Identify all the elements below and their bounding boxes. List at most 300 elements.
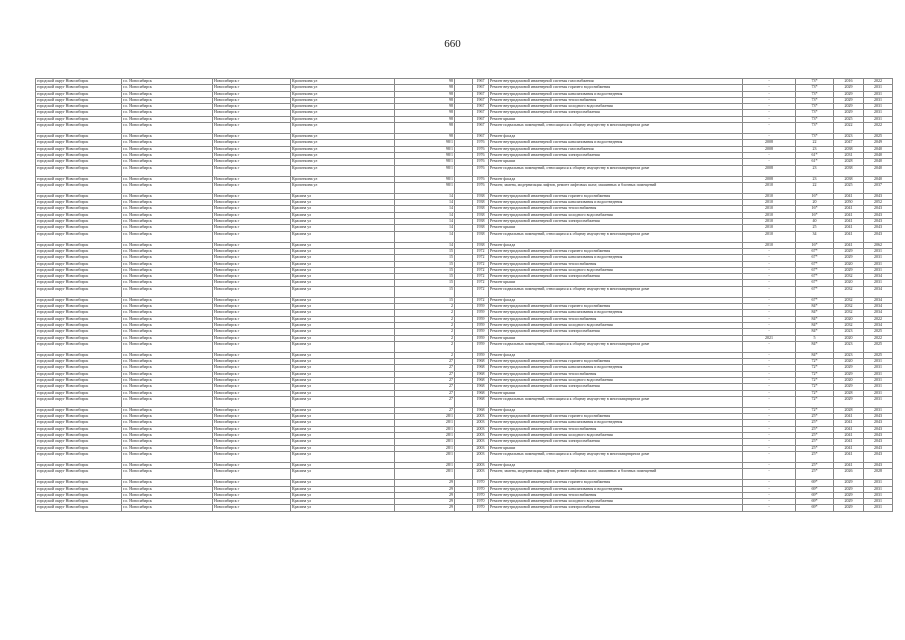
work-type-cell: Ремонт подвальных помещений, относящихся к общему имуществу в многоквартирном доме bbox=[489, 231, 743, 242]
plan-end-year-cell: 2037 bbox=[864, 182, 893, 193]
wear-percent-cell: 69* bbox=[796, 480, 834, 486]
locality-cell: Новосибирск г bbox=[213, 297, 291, 303]
wear-percent-cell: 72* bbox=[796, 377, 834, 383]
plan-end-year-cell: 2022 bbox=[864, 79, 893, 85]
plan-start-year-cell: 2047 bbox=[834, 140, 864, 146]
last-repair-year-cell: - bbox=[743, 123, 796, 134]
locality-cell: Новосибирск г bbox=[213, 439, 291, 445]
street-cell: Красина ул bbox=[291, 225, 395, 231]
work-type-cell: Ремонт внутридомовой инженерной системы канализования и водоотведения bbox=[489, 91, 743, 97]
work-type-cell: Ремонт внутридомовой инженерной системы холодного водоснабжения bbox=[489, 322, 743, 328]
plan-end-year-cell: 2043 bbox=[864, 231, 893, 242]
last-repair-year-cell: - bbox=[743, 310, 796, 316]
street-cell: Красина ул bbox=[291, 451, 395, 462]
settlement-cell: г.о. Новосибирск bbox=[122, 165, 213, 176]
work-type-cell: Ремонт внутридомовой инженерной системы холодного водоснабжения bbox=[489, 104, 743, 110]
last-repair-year-cell: - bbox=[743, 377, 796, 383]
plan-end-year-cell: 2031 bbox=[864, 116, 893, 122]
plan-end-year-cell: 2031 bbox=[864, 110, 893, 116]
work-type-cell: Ремонт внутридомовой инженерной системы электроснабжения bbox=[489, 439, 743, 445]
street-cell: Кропоткина ул bbox=[291, 85, 395, 91]
locality-cell: Новосибирск г bbox=[213, 322, 291, 328]
plan-end-year-cell: 2043 bbox=[864, 445, 893, 451]
building-cell bbox=[455, 396, 473, 407]
house-number-cell: 14 bbox=[395, 225, 455, 231]
settlement-cell: г.о. Новосибирск bbox=[122, 206, 213, 212]
municipality-cell: городской округ Новосибирск bbox=[36, 407, 122, 413]
work-type-cell: Ремонт крыши bbox=[489, 225, 743, 231]
locality-cell: Новосибирск г bbox=[213, 242, 291, 248]
street-cell: Кропоткина ул bbox=[291, 165, 395, 176]
settlement-cell: г.о. Новосибирск bbox=[122, 286, 213, 297]
locality-cell: Новосибирск г bbox=[213, 407, 291, 413]
last-repair-year-cell: - bbox=[743, 426, 796, 432]
wear-percent-cell: 25* bbox=[796, 433, 834, 439]
house-number-cell: 27 bbox=[395, 396, 455, 407]
street-cell: Красина ул bbox=[291, 255, 395, 261]
plan-start-year-cell: 2020 bbox=[834, 316, 864, 322]
plan-start-year-cell: 2041 bbox=[834, 451, 864, 462]
plan-end-year-cell: 2031 bbox=[864, 407, 893, 413]
settlement-cell: г.о. Новосибирск bbox=[122, 352, 213, 358]
work-type-cell: Ремонт внутридомовой инженерной системы газоснабжения bbox=[489, 79, 743, 85]
street-cell: Красина ул bbox=[291, 359, 395, 365]
house-number-cell: 29 bbox=[395, 486, 455, 492]
locality-cell: Новосибирск г bbox=[213, 85, 291, 91]
street-cell: Кропоткина ул bbox=[291, 110, 395, 116]
last-repair-year-cell: - bbox=[743, 322, 796, 328]
year-built-cell: 1959 bbox=[473, 304, 489, 310]
municipality-cell: городской округ Новосибирск bbox=[36, 116, 122, 122]
wear-percent-cell: 23 bbox=[796, 165, 834, 176]
last-repair-year-cell: 2008 bbox=[743, 146, 796, 152]
last-repair-year-cell: - bbox=[743, 248, 796, 254]
locality-cell: Новосибирск г bbox=[213, 480, 291, 486]
work-type-cell: Ремонт внутридомовой инженерной системы теплоснабжения bbox=[489, 492, 743, 498]
wear-percent-cell: 22 bbox=[796, 182, 834, 193]
settlement-cell: г.о. Новосибирск bbox=[122, 433, 213, 439]
plan-end-year-cell: 2031 bbox=[864, 492, 893, 498]
plan-end-year-cell: 2031 bbox=[864, 359, 893, 365]
settlement-cell: г.о. Новосибирск bbox=[122, 280, 213, 286]
last-repair-year-cell: - bbox=[743, 91, 796, 97]
settlement-cell: г.о. Новосибирск bbox=[122, 123, 213, 134]
locality-cell: Новосибирск г bbox=[213, 267, 291, 273]
plan-end-year-cell: 2031 bbox=[864, 91, 893, 97]
wear-percent-cell: 73* bbox=[796, 79, 834, 85]
year-built-cell: 2003 bbox=[473, 451, 489, 462]
plan-start-year-cell: 2029 bbox=[834, 255, 864, 261]
wear-percent-cell: 73* bbox=[796, 110, 834, 116]
locality-cell: Новосибирск г bbox=[213, 451, 291, 462]
settlement-cell: г.о. Новосибирск bbox=[122, 79, 213, 85]
locality-cell: Новосибирск г bbox=[213, 146, 291, 152]
municipality-cell: городской округ Новосибирск bbox=[36, 352, 122, 358]
year-built-cell: 1967 bbox=[473, 91, 489, 97]
plan-start-year-cell: 2029 bbox=[834, 396, 864, 407]
street-cell: Красина ул bbox=[291, 286, 395, 297]
municipality-cell: городской округ Новосибирск bbox=[36, 377, 122, 383]
street-cell: Кропоткина ул bbox=[291, 140, 395, 146]
plan-start-year-cell: 2032 bbox=[834, 286, 864, 297]
table-row bbox=[36, 231, 893, 242]
year-built-cell: 1972 bbox=[473, 286, 489, 297]
house-number-cell: 15 bbox=[395, 267, 455, 273]
plan-start-year-cell: 2032 bbox=[834, 297, 864, 303]
house-number-cell: 98 bbox=[395, 91, 455, 97]
plan-end-year-cell: 2043 bbox=[864, 206, 893, 212]
house-number-cell: 29 bbox=[395, 492, 455, 498]
year-built-cell: 1970 bbox=[473, 499, 489, 505]
municipality-cell: городской округ Новосибирск bbox=[36, 280, 122, 286]
plan-end-year-cell: 2031 bbox=[864, 248, 893, 254]
work-type-cell: Ремонт крыши bbox=[489, 159, 743, 165]
year-built-cell: 1968 bbox=[473, 396, 489, 407]
municipality-cell: городской округ Новосибирск bbox=[36, 91, 122, 97]
municipality-cell: городской округ Новосибирск bbox=[36, 310, 122, 316]
last-repair-year-cell: - bbox=[743, 352, 796, 358]
wear-percent-cell: 69* bbox=[796, 505, 834, 511]
municipality-cell: городской округ Новосибирск bbox=[36, 371, 122, 377]
last-repair-year-cell: - bbox=[743, 414, 796, 420]
wear-percent-cell: 84* bbox=[796, 304, 834, 310]
year-built-cell: 1972 bbox=[473, 261, 489, 267]
municipality-cell: городской округ Новосибирск bbox=[36, 445, 122, 451]
last-repair-year-cell: - bbox=[743, 85, 796, 91]
house-number-cell: 2 bbox=[395, 335, 455, 341]
locality-cell: Новосибирск г bbox=[213, 414, 291, 420]
settlement-cell: г.о. Новосибирск bbox=[122, 377, 213, 383]
work-type-cell: Ремонт крыши bbox=[489, 116, 743, 122]
last-repair-year-cell: - bbox=[743, 110, 796, 116]
work-type-cell: Ремонт внутридомовой инженерной системы холодного водоснабжения bbox=[489, 377, 743, 383]
locality-cell: Новосибирск г bbox=[213, 384, 291, 390]
wear-percent-cell: 73* bbox=[796, 85, 834, 91]
plan-end-year-cell: 2031 bbox=[864, 365, 893, 371]
wear-percent-cell: 72* bbox=[796, 396, 834, 407]
house-number-cell: 14 bbox=[395, 242, 455, 248]
plan-end-year-cell: 2040 bbox=[864, 165, 893, 176]
locality-cell: Новосибирск г bbox=[213, 329, 291, 335]
work-type-cell: Ремонт внутридомовой инженерной системы горячего водоснабжения bbox=[489, 359, 743, 365]
building-cell bbox=[455, 341, 473, 352]
plan-start-year-cell: 2029 bbox=[834, 371, 864, 377]
house-number-cell: 98/1 bbox=[395, 140, 455, 146]
plan-start-year-cell: 2025 bbox=[834, 116, 864, 122]
street-cell: Красина ул bbox=[291, 206, 395, 212]
street-cell: Кропоткина ул bbox=[291, 104, 395, 110]
wear-percent-cell: 16* bbox=[796, 212, 834, 218]
wear-percent-cell: 25* bbox=[796, 439, 834, 445]
settlement-cell: г.о. Новосибирск bbox=[122, 341, 213, 352]
plan-start-year-cell: 2041 bbox=[834, 433, 864, 439]
last-repair-year-cell: - bbox=[743, 492, 796, 498]
wear-percent-cell: 73* bbox=[796, 134, 834, 140]
year-built-cell: 2003 bbox=[473, 439, 489, 445]
last-repair-year-cell: - bbox=[743, 152, 796, 158]
work-type-cell: Ремонт внутридомовой инженерной системы газоснабжения bbox=[489, 146, 743, 152]
last-repair-year-cell: - bbox=[743, 384, 796, 390]
work-type-cell: Ремонт фасада bbox=[489, 242, 743, 248]
wear-percent-cell: 69* bbox=[796, 492, 834, 498]
plan-end-year-cell: 2031 bbox=[864, 104, 893, 110]
plan-end-year-cell: 2043 bbox=[864, 426, 893, 432]
last-repair-year-cell: - bbox=[743, 469, 796, 480]
locality-cell: Новосибирск г bbox=[213, 433, 291, 439]
plan-start-year-cell: 2020 bbox=[834, 261, 864, 267]
house-number-cell: 27 bbox=[395, 377, 455, 383]
work-type-cell: Ремонт внутридомовой инженерной системы канализования и водоотведения bbox=[489, 200, 743, 206]
house-number-cell: 28/1 bbox=[395, 414, 455, 420]
house-number-cell: 98 bbox=[395, 85, 455, 91]
plan-end-year-cell: 2031 bbox=[864, 505, 893, 511]
wear-percent-cell: 23 bbox=[796, 146, 834, 152]
municipality-cell: городской округ Новосибирск bbox=[36, 261, 122, 267]
street-cell: Красина ул bbox=[291, 420, 395, 426]
table-row bbox=[36, 341, 893, 352]
plan-start-year-cell: 2020 bbox=[834, 335, 864, 341]
locality-cell: Новосибирск г bbox=[213, 390, 291, 396]
last-repair-year-cell: - bbox=[743, 407, 796, 413]
house-number-cell: 28/1 bbox=[395, 439, 455, 445]
house-number-cell: 28/1 bbox=[395, 445, 455, 451]
street-cell: Красина ул bbox=[291, 329, 395, 335]
street-cell: Красина ул bbox=[291, 371, 395, 377]
plan-start-year-cell: 2020 bbox=[834, 280, 864, 286]
work-type-cell: Ремонт крыши bbox=[489, 445, 743, 451]
settlement-cell: г.о. Новосибирск bbox=[122, 310, 213, 316]
street-cell: Красина ул bbox=[291, 261, 395, 267]
municipality-cell: городской округ Новосибирск bbox=[36, 225, 122, 231]
municipality-cell: городской округ Новосибирск bbox=[36, 451, 122, 462]
house-number-cell: 27 bbox=[395, 407, 455, 413]
house-number-cell: 28/1 bbox=[395, 462, 455, 468]
locality-cell: Новосибирск г bbox=[213, 274, 291, 280]
year-built-cell: 1976 bbox=[473, 159, 489, 165]
year-built-cell: 1972 bbox=[473, 267, 489, 273]
wear-percent-cell: 25* bbox=[796, 469, 834, 480]
table-row bbox=[36, 396, 893, 407]
year-built-cell: 1972 bbox=[473, 274, 489, 280]
locality-cell: Новосибирск г bbox=[213, 231, 291, 242]
plan-end-year-cell: 2031 bbox=[864, 377, 893, 383]
last-repair-year-cell: - bbox=[743, 390, 796, 396]
municipality-cell: городской округ Новосибирск bbox=[36, 505, 122, 511]
plan-end-year-cell: 2031 bbox=[864, 480, 893, 486]
year-built-cell: 1967 bbox=[473, 79, 489, 85]
plan-start-year-cell: 2050 bbox=[834, 200, 864, 206]
year-built-cell: 2003 bbox=[473, 445, 489, 451]
plan-end-year-cell: 2034 bbox=[864, 304, 893, 310]
house-number-cell: 98 bbox=[395, 97, 455, 103]
year-built-cell: 1970 bbox=[473, 486, 489, 492]
work-type-cell: Ремонт внутридомовой инженерной системы теплоснабжения bbox=[489, 261, 743, 267]
wear-percent-cell: 61* bbox=[796, 159, 834, 165]
street-cell: Красина ул bbox=[291, 242, 395, 248]
last-repair-year-cell: 2010 bbox=[743, 206, 796, 212]
street-cell: Кропоткина ул bbox=[291, 91, 395, 97]
street-cell: Красина ул bbox=[291, 414, 395, 420]
work-type-cell: Ремонт фасада bbox=[489, 176, 743, 182]
locality-cell: Новосибирск г bbox=[213, 116, 291, 122]
settlement-cell: г.о. Новосибирск bbox=[122, 110, 213, 116]
house-number-cell: 98 bbox=[395, 110, 455, 116]
settlement-cell: г.о. Новосибирск bbox=[122, 371, 213, 377]
work-type-cell: Ремонт внутридомовой инженерной системы электроснабжения bbox=[489, 329, 743, 335]
municipality-cell: городской округ Новосибирск bbox=[36, 97, 122, 103]
year-built-cell: 1967 bbox=[473, 134, 489, 140]
plan-end-year-cell: 2043 bbox=[864, 420, 893, 426]
year-built-cell: 2003 bbox=[473, 433, 489, 439]
street-cell: Красина ул bbox=[291, 390, 395, 396]
work-type-cell: Ремонт внутридомовой инженерной системы канализования и водоотведения bbox=[489, 365, 743, 371]
settlement-cell: г.о. Новосибирск bbox=[122, 486, 213, 492]
municipality-cell: городской округ Новосибирск bbox=[36, 193, 122, 199]
locality-cell: Новосибирск г bbox=[213, 420, 291, 426]
settlement-cell: г.о. Новосибирск bbox=[122, 384, 213, 390]
plan-start-year-cell: 2041 bbox=[834, 462, 864, 468]
street-cell: Красина ул bbox=[291, 193, 395, 199]
street-cell: Красина ул bbox=[291, 274, 395, 280]
house-number-cell: 98 bbox=[395, 123, 455, 134]
plan-start-year-cell: 2029 bbox=[834, 110, 864, 116]
year-built-cell: 1959 bbox=[473, 335, 489, 341]
wear-percent-cell: 25* bbox=[796, 462, 834, 468]
wear-percent-cell: 67* bbox=[796, 248, 834, 254]
plan-end-year-cell: 2028 bbox=[864, 469, 893, 480]
plan-end-year-cell: 2031 bbox=[864, 390, 893, 396]
wear-percent-cell: 72* bbox=[796, 365, 834, 371]
street-cell: Красина ул bbox=[291, 248, 395, 254]
wear-percent-cell: 25 bbox=[796, 225, 834, 231]
locality-cell: Новосибирск г bbox=[213, 377, 291, 383]
plan-start-year-cell: 2041 bbox=[834, 231, 864, 242]
house-number-cell: 15 bbox=[395, 297, 455, 303]
plan-end-year-cell: 2031 bbox=[864, 255, 893, 261]
house-number-cell: 2 bbox=[395, 329, 455, 335]
municipality-cell: городской округ Новосибирск bbox=[36, 335, 122, 341]
plan-start-year-cell: 2041 bbox=[834, 426, 864, 432]
settlement-cell: г.о. Новосибирск bbox=[122, 267, 213, 273]
locality-cell: Новосибирск г bbox=[213, 255, 291, 261]
municipality-cell: городской округ Новосибирск bbox=[36, 200, 122, 206]
year-built-cell: 1938 bbox=[473, 225, 489, 231]
plan-end-year-cell: 2062 bbox=[864, 242, 893, 248]
house-number-cell: 27 bbox=[395, 365, 455, 371]
locality-cell: Новосибирск г bbox=[213, 310, 291, 316]
plan-start-year-cell: 2029 bbox=[834, 97, 864, 103]
plan-end-year-cell: 2034 bbox=[864, 297, 893, 303]
municipality-cell: городской округ Новосибирск bbox=[36, 384, 122, 390]
year-built-cell: 1938 bbox=[473, 193, 489, 199]
plan-start-year-cell: 2038 bbox=[834, 176, 864, 182]
year-built-cell: 1968 bbox=[473, 365, 489, 371]
plan-start-year-cell: 2031 bbox=[834, 152, 864, 158]
settlement-cell: г.о. Новосибирск bbox=[122, 85, 213, 91]
year-built-cell: 1976 bbox=[473, 182, 489, 193]
plan-end-year-cell: 2034 bbox=[864, 286, 893, 297]
plan-end-year-cell: 2043 bbox=[864, 225, 893, 231]
house-number-cell: 98 bbox=[395, 116, 455, 122]
year-built-cell: 2003 bbox=[473, 469, 489, 480]
wear-percent-cell: 25* bbox=[796, 451, 834, 462]
year-built-cell: 1968 bbox=[473, 384, 489, 390]
building-cell bbox=[455, 469, 473, 480]
plan-start-year-cell: 2041 bbox=[834, 219, 864, 225]
building-cell bbox=[455, 165, 473, 176]
plan-start-year-cell: 2041 bbox=[834, 242, 864, 248]
table-row bbox=[36, 451, 893, 462]
last-repair-year-cell: - bbox=[743, 104, 796, 110]
plan-end-year-cell: 2040 bbox=[864, 152, 893, 158]
wear-percent-cell: 16* bbox=[796, 242, 834, 248]
house-number-cell: 2 bbox=[395, 322, 455, 328]
house-number-cell: 29 bbox=[395, 505, 455, 511]
plan-start-year-cell: 2038 bbox=[834, 146, 864, 152]
plan-end-year-cell: 2040 bbox=[864, 146, 893, 152]
wear-percent-cell: 69* bbox=[796, 499, 834, 505]
year-built-cell: 1959 bbox=[473, 316, 489, 322]
wear-percent-cell: 34 bbox=[796, 231, 834, 242]
plan-start-year-cell: 2029 bbox=[834, 85, 864, 91]
plan-end-year-cell: 2034 bbox=[864, 322, 893, 328]
street-cell: Красина ул bbox=[291, 212, 395, 218]
last-repair-year-cell: - bbox=[743, 439, 796, 445]
work-type-cell: Ремонт подвальных помещений, относящихся к общему имуществу в многоквартирном доме bbox=[489, 396, 743, 407]
year-built-cell: 1938 bbox=[473, 206, 489, 212]
last-repair-year-cell: 2010 bbox=[743, 231, 796, 242]
house-number-cell: 15 bbox=[395, 261, 455, 267]
street-cell: Красина ул bbox=[291, 396, 395, 407]
house-number-cell: 15 bbox=[395, 248, 455, 254]
street-cell: Красина ул bbox=[291, 365, 395, 371]
settlement-cell: г.о. Новосибирск bbox=[122, 225, 213, 231]
wear-percent-cell: 61* bbox=[796, 152, 834, 158]
house-number-cell: 98 bbox=[395, 104, 455, 110]
plan-start-year-cell: 2029 bbox=[834, 365, 864, 371]
house-number-cell: 2 bbox=[395, 341, 455, 352]
plan-end-year-cell: 2043 bbox=[864, 414, 893, 420]
plan-end-year-cell: 2031 bbox=[864, 267, 893, 273]
locality-cell: Новосибирск г bbox=[213, 469, 291, 480]
wear-percent-cell: 22 bbox=[796, 140, 834, 146]
plan-end-year-cell: 2022 bbox=[864, 123, 893, 134]
locality-cell: Новосибирск г bbox=[213, 396, 291, 407]
plan-end-year-cell: 2052 bbox=[864, 200, 893, 206]
settlement-cell: г.о. Новосибирск bbox=[122, 97, 213, 103]
plan-start-year-cell: 2023 bbox=[834, 341, 864, 352]
last-repair-year-cell: 2010 bbox=[743, 200, 796, 206]
building-cell bbox=[455, 286, 473, 297]
municipality-cell: городской округ Новосибирск bbox=[36, 359, 122, 365]
year-built-cell: 1967 bbox=[473, 85, 489, 91]
year-built-cell: 1938 bbox=[473, 219, 489, 225]
year-built-cell: 1938 bbox=[473, 242, 489, 248]
last-repair-year-cell: - bbox=[743, 480, 796, 486]
year-built-cell: 1968 bbox=[473, 359, 489, 365]
settlement-cell: г.о. Новосибирск bbox=[122, 146, 213, 152]
plan-end-year-cell: 2043 bbox=[864, 193, 893, 199]
plan-start-year-cell: 2041 bbox=[834, 225, 864, 231]
year-built-cell: 1938 bbox=[473, 200, 489, 206]
street-cell: Красина ул bbox=[291, 322, 395, 328]
house-number-cell: 27 bbox=[395, 371, 455, 377]
plan-end-year-cell: 2043 bbox=[864, 212, 893, 218]
work-type-cell: Ремонт внутридомовой инженерной системы теплоснабжения bbox=[489, 206, 743, 212]
street-cell: Кропоткина ул bbox=[291, 182, 395, 193]
table-row bbox=[36, 165, 893, 176]
municipality-cell: городской округ Новосибирск bbox=[36, 248, 122, 254]
